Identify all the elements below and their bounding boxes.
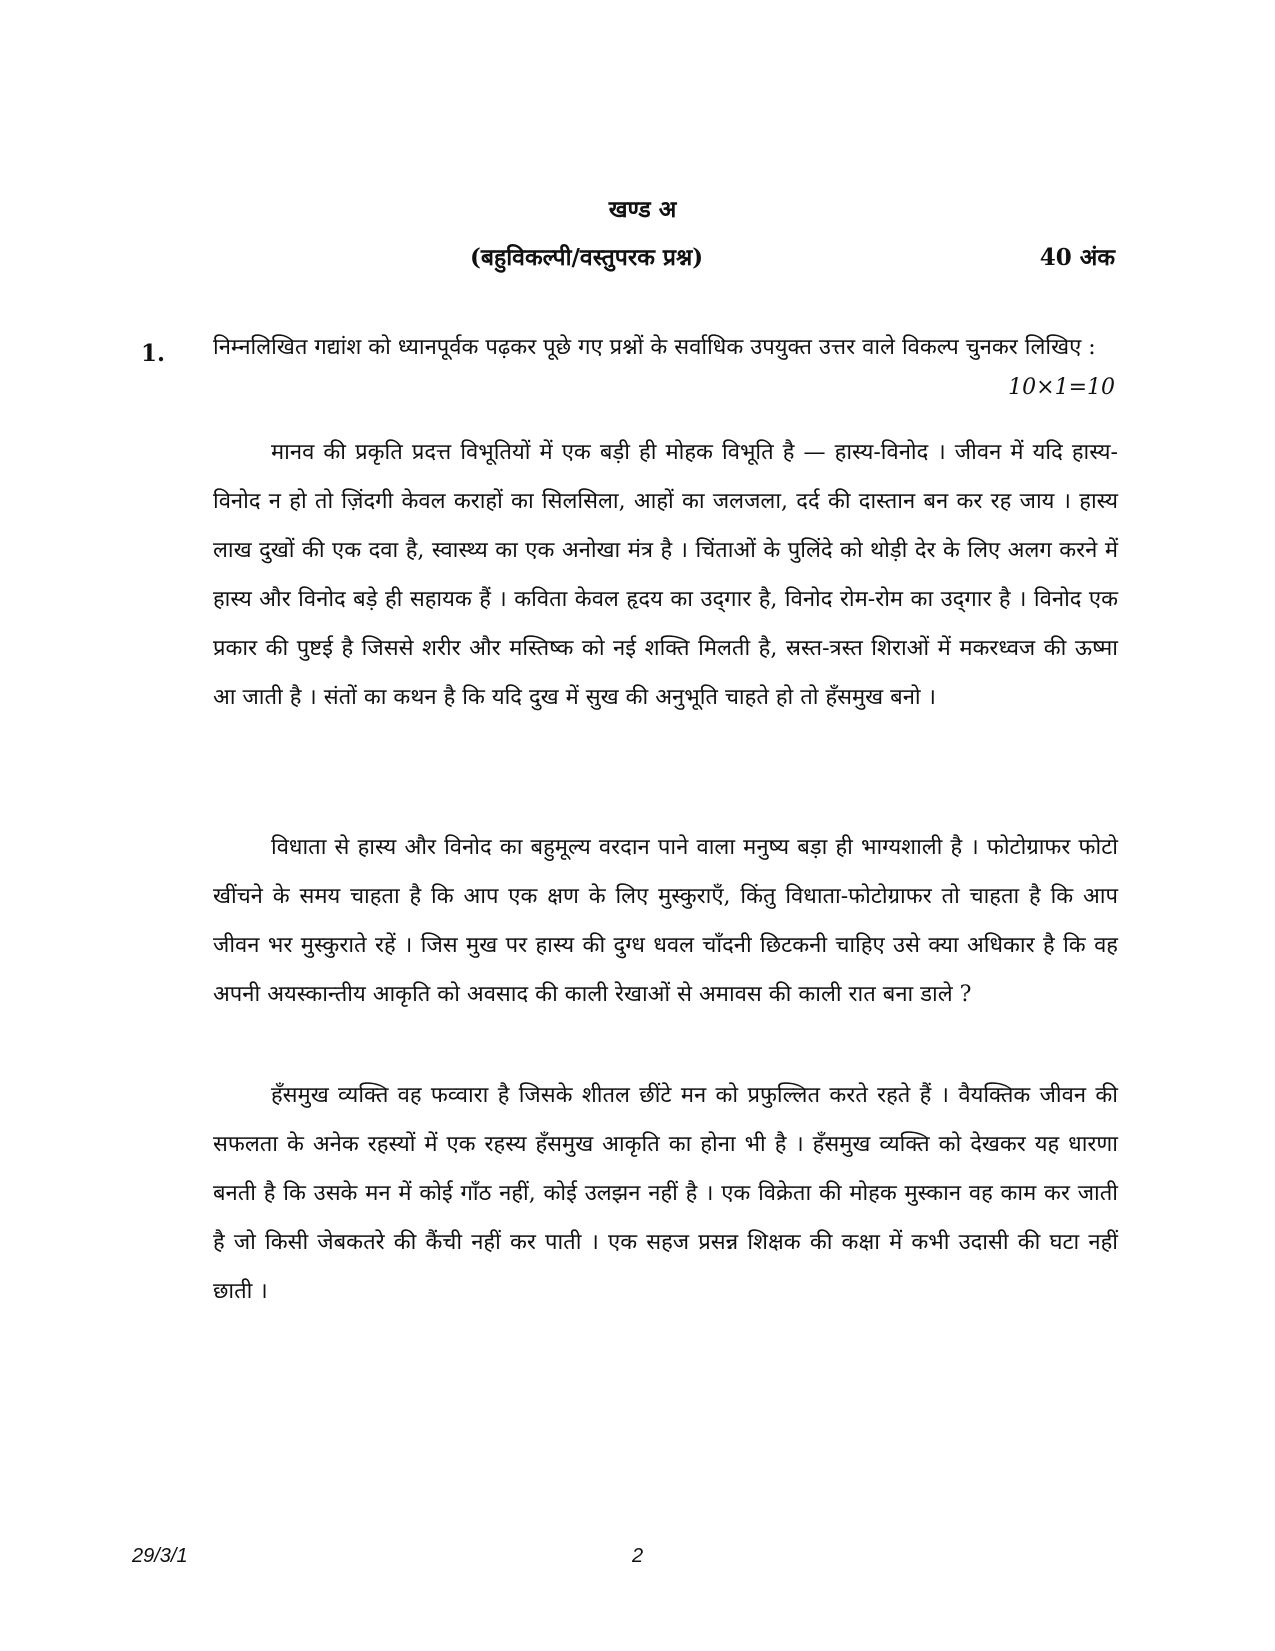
passage-paragraph-3: हँसमुख व्यक्ति वह फव्वारा है जिसके शीतल छींटे मन को प्रफुल्लित करते रहते हैं । वैयक्तिक जीवन की सफलता के अनेक रहस्यों में एक रहस्य हँसमुख आकृति का होना भी है । हँसमुख व्यक्ति को देखकर यह धारणा बनती है कि उसके मन में कोई गाँठ नहीं, कोई उलझन नहीं है । एक विक्रेता की मोहक मुस्कान वह काम कर जाती है जो किसी जेबकतरे की कैंची नहीं कर पाती । एक सहज प्रसन्न शिक्षक की कक्षा में कभी उदासी की घटा नहीं छाती । (213, 1083, 1118, 1304)
question-marks: 10×1=10 (1008, 375, 1115, 400)
section-marks: 40 अंक (1039, 244, 1115, 271)
passage-paragraph-1: मानव की प्रकृति प्रदत्त विभूतियों में एक बड़ी ही मोहक विभूति है — हास्य-विनोद । जीवन में यदि हास्य-विनोद न हो तो ज़िंदगी केवल कराहों का सिलसिला, आहों का जलजला, दर्द की दास्तान बन कर रह जाय । हास्य लाख दुखों की एक दवा है, स्वास्थ्य का एक अनोखा मंत्र है । चिंताओं के पुलिंदे को थोड़ी देर के लिए अलग करने में हास्य और विनोद बड़े ही सहायक हैं । कविता केवल हृदय का उद्‌गार है, विनोद रोम-रोम का उद्‌गार है । विनोद एक प्रकार की पुष्टई है जिससे शरीर और मस्तिष्क को नई शक्ति मिलती है, स्रस्त-त्रस्त शिराओं में मकरध्वज की ऊष्मा आ जाती है । संतों का कथन है कि यदि दुख में सुख की अनुभूति चाहते हो तो हँसमुख बनो । (213, 440, 1118, 710)
section-subtitle: (बहुविकल्पी/वस्तुपरक प्रश्न) (470, 244, 704, 271)
question-text: निम्नलिखित गद्यांश को ध्यानपूर्वक पढ़कर पूछे गए प्रश्नों के सर्वाधिक उपयुक्त उत्तर वाले विकल्प चुनकर लिखिए : (213, 335, 1096, 360)
question-number: 1. (141, 340, 166, 367)
passage-paragraph-2: विधाता से हास्य और विनोद का बहुमूल्य वरदान पाने वाला मनुष्य बड़ा ही भाग्यशाली है । फोटोग्राफर फोटो खींचने के समय चाहता है कि आप एक क्षण के लिए मुस्कुराएँ, किंतु विधाता-फोटोग्राफर तो चाहता है कि आप जीवन भर मुस्कुराते रहें । जिस मुख पर हास्य की दुग्ध धवल चाँदनी छिटकनी चाहिए उसे क्या अधिकार है कि वह अपनी अयस्कान्तीय आकृति को अवसाद की काली रेखाओं से अमावस की काली रात बना डाले ? (213, 835, 1118, 1007)
page-number: 2 (631, 1545, 644, 1567)
paper-code: 29/3/1 (132, 1545, 188, 1567)
section-title: खण्ड अ (608, 196, 677, 223)
